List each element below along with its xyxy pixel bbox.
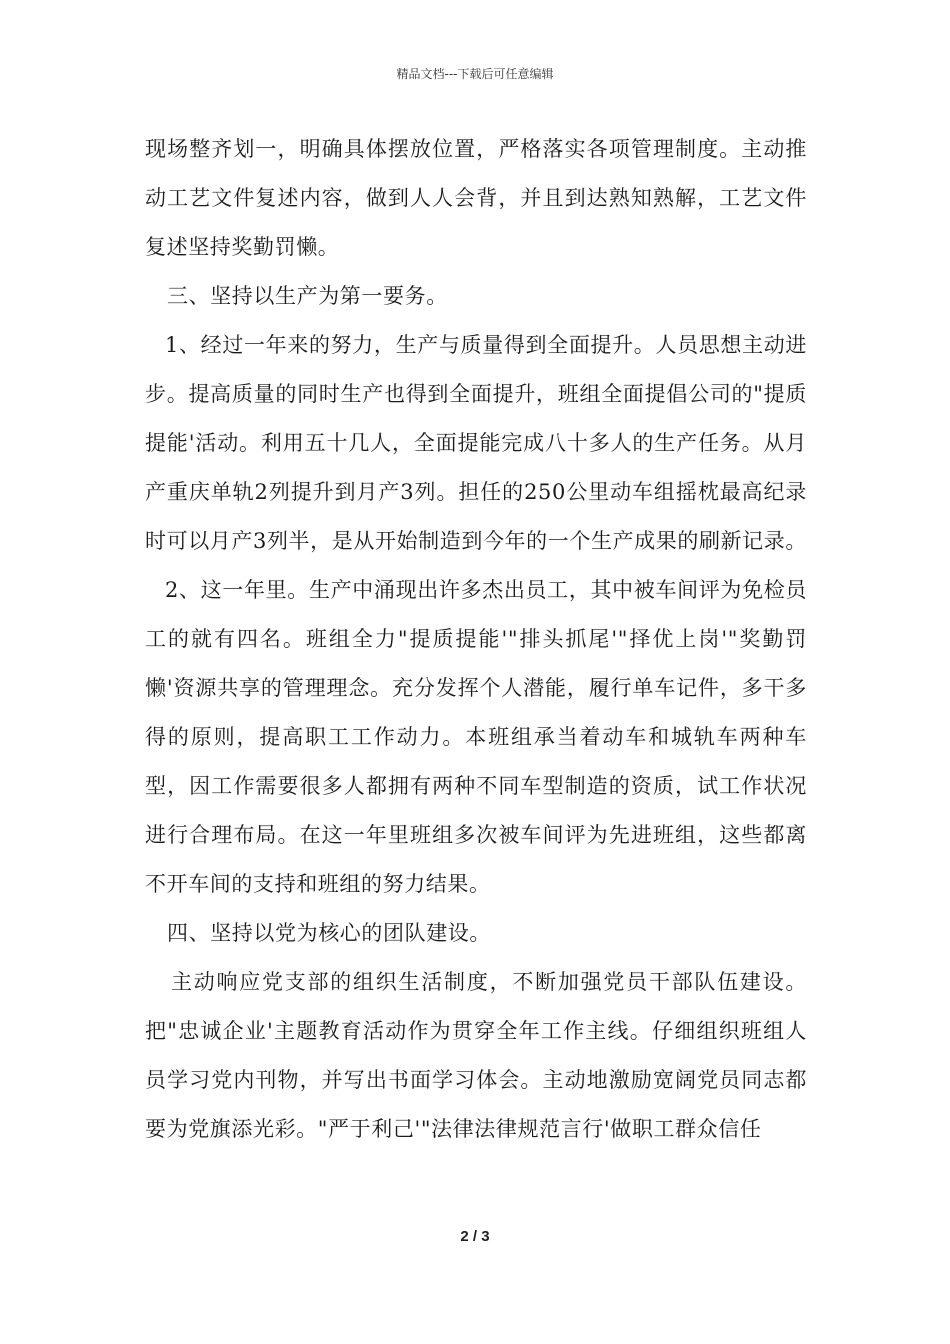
paragraph-continuation: 现场整齐划一，明确具体摆放位置，严格落实各项管理制度。主动推动工艺文件复述内容，做到人人会背，并且到达熟知熟解，工艺文件复述坚持奖勤罚懒。 <box>145 137 807 259</box>
section-heading-three: 三、坚持以生产为第一要务。 <box>167 284 448 308</box>
paragraph-item-1: 1、经过一年来的努力，生产与质量得到全面提升。人员思想主动进步。提高质量的同时生产也得到全面提升，班组全面提倡公司的"提质提能'活动。利用五十几人，全面提能完成八十多人的生产任务。从月产重庆单轨2列提升到月产3列。担任的250公里动车组摇枕最高纪录时可以月产3列半，是从开始制造到今年的一个生产成果的刷新记录。 <box>145 333 807 553</box>
paragraph-party-building: 主动响应党支部的组织生活制度，不断加强党员干部队伍建设。把"忠诚企业'主题教育活动作为贯穿全年工作主线。仔细组织班组人员学习党内刊物，并写出书面学习体会。主动地激励宽阔党员同志都要为党旗添光彩。"严于利己'"法律法律规范言行'做职工群众信任 <box>145 970 807 1141</box>
page-header: 精品文档---下载后可任意编辑 <box>396 67 554 81</box>
paragraph-item-2: 2、这一年里。生产中涌现出许多杰出员工，其中被车间评为免检员工的就有四名。班组全力"提质提能'"排头抓尾'"择优上岗'"奖勤罚懒'资源共享的管理理念。充分发挥个人潜能，履行单车记件，多干多得的原则，提高职工工作动力。本班组承当着动车和城轨车两种车型，因工作需要很多人都拥有两种不同车型制造的资质，试工作状况进行合理布局。在这一年里班组多次被车间评为先进班组，这些都离不开车间的支持和班组的努力结果。 <box>145 578 807 896</box>
page-number: 2 / 3 <box>460 1228 490 1245</box>
section-heading-four: 四、坚持以党为核心的团队建设。 <box>167 921 491 945</box>
document-body <box>145 125 807 1154</box>
